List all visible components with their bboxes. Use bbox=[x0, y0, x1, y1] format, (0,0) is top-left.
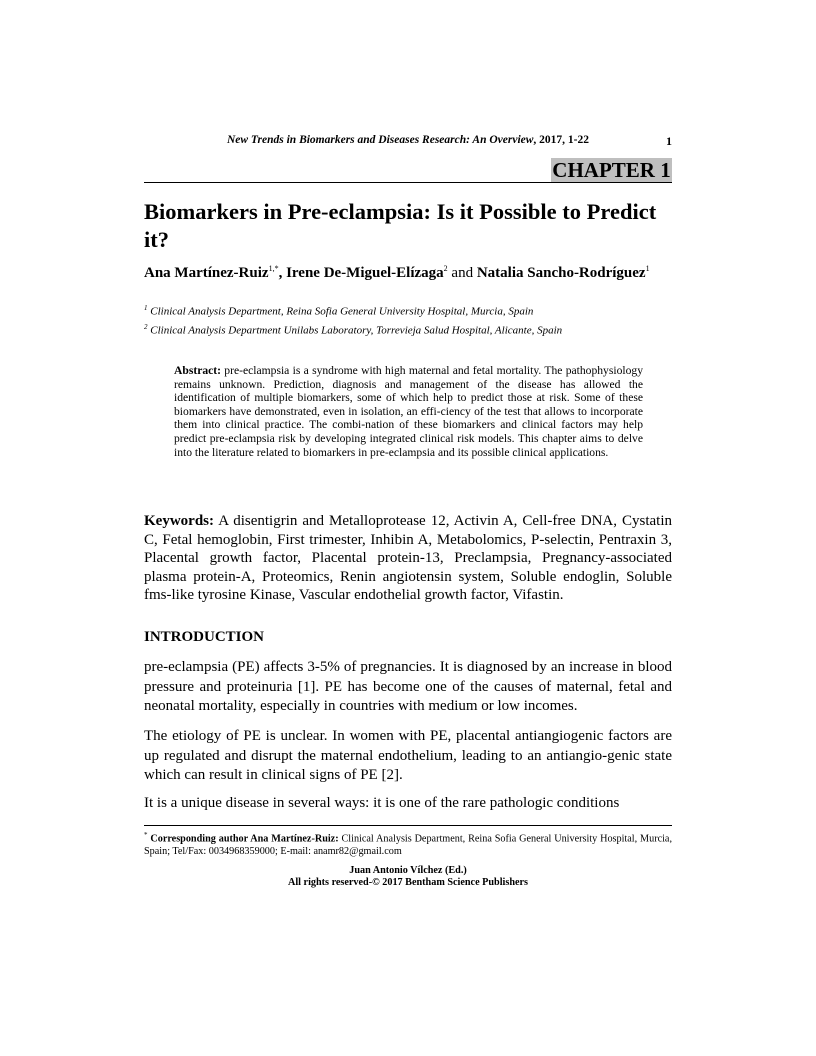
affiliation-text: Clinical Analysis Department, Reina Sofia General University Hospital, Murcia, Spain bbox=[150, 305, 534, 318]
affiliation-mark: 2 bbox=[144, 323, 148, 331]
body-paragraph: The etiology of PE is unclear. In women with PE, placental antiangiogenic factors are up regulated and disrupt the maternal endothelium, leading to an antiangio-genic state which can result in clinical signs of PE [2]. bbox=[144, 728, 672, 783]
chapter-label: CHAPTER 1 bbox=[552, 158, 671, 182]
affiliation-1 bbox=[144, 304, 672, 318]
author-affiliation-mark: 1 bbox=[645, 264, 650, 273]
abstract-text: pre-eclampsia is a syndrome with high maternal and fetal mortality. The pathophysiology remains unknown. Prediction, diagnosis and management of the disease has allowed the identification of multiple biomarkers, some of which help to predict those at risk. Some of these biomarkers have demonstrated, even in isolation, an effi-ciency of the test that allows to incorporate them into clinical practice. The combi-nation of these biomarkers and clinical factors may help predict pre-eclampsia risk by developing integrated clinical risk models. This chapter aims to delve into the literature related to biomarkers in pre-eclampsia and its possible clinical applications. bbox=[174, 364, 643, 459]
keywords bbox=[144, 512, 672, 605]
running-header bbox=[144, 134, 672, 146]
running-header-meta: , 2017, 1-22 bbox=[533, 134, 590, 146]
author-name: Natalia Sancho-Rodríguez bbox=[476, 265, 646, 281]
author-affiliation-mark: 1,* bbox=[268, 264, 279, 273]
footnote-mark: * bbox=[144, 831, 148, 839]
author-conjunction: and bbox=[447, 265, 477, 281]
abstract-label: Abstract: bbox=[174, 364, 222, 377]
body-paragraph: pre-eclampsia (PE) affects 3-5% of pregnancies. It is diagnosed by an increase in blood pressure and proteinuria [1]. PE has become one of the causes of maternal, fetal and neonatal mortality, especially in countries with medium or low incomes. bbox=[144, 659, 672, 714]
body-paragraph: It is a unique disease in several ways: it is one of the rare pathologic conditions bbox=[144, 795, 620, 811]
chapter-title: Biomarkers in Pre-eclampsia: Is it Possible to Predict it? bbox=[144, 199, 657, 252]
author-list bbox=[144, 264, 672, 283]
affiliation-text: Clinical Analysis Department Unilabs Laboratory, Torrevieja Salud Hospital, Alicante, Spain bbox=[150, 324, 563, 337]
author-separator: , bbox=[278, 265, 287, 281]
running-header-title: New Trends in Biomarkers and Diseases Research: An Overview bbox=[226, 134, 534, 146]
rights-line: All rights reserved-© 2017 Bentham Science Publishers bbox=[287, 877, 529, 888]
publisher-info bbox=[144, 865, 672, 889]
keywords-label: Keywords: bbox=[144, 513, 214, 529]
keywords-text: A disentigrin and Metalloprotease 12, Activin A, Cell-free DNA, Cystatin C, Fetal hemoglobin, First trimester, Inhibin A, Metabolomics, P-selectin, Pentraxin 3, Placental growth factor, Placental protein-13, Preclampsia, Pregnancy-associated plasma protein-A, Proteomics, Renin angiotensin system, Soluble endoglin, Soluble fms-like tyrosine Kinase, Vascular endothelial growth factor, Vifastin. bbox=[144, 513, 672, 604]
affiliation-2 bbox=[144, 323, 672, 337]
footnote-text: Clinical Analysis Department, Reina Sofia General University Hospital, Murcia, Spain; Tel/Fax: 0034968359000; E-mail: anamr82@gmail.com bbox=[144, 833, 673, 857]
author-affiliation-mark: 2 bbox=[443, 264, 448, 273]
author-name: Irene De-Miguel-Elízaga bbox=[286, 265, 444, 281]
page-number: 1 bbox=[666, 134, 672, 148]
footnote-divider bbox=[144, 825, 672, 826]
footnote-label: Corresponding author Ana Martínez-Ruiz: bbox=[150, 833, 339, 845]
abstract bbox=[174, 364, 643, 459]
footnote bbox=[144, 829, 672, 859]
chapter-divider bbox=[144, 182, 672, 183]
affiliation-mark: 1 bbox=[144, 304, 148, 312]
editor-line: Juan Antonio Vílchez (Ed.) bbox=[349, 865, 467, 876]
section-heading-introduction: INTRODUCTION bbox=[144, 629, 265, 645]
author-name: Ana Martínez-Ruiz bbox=[144, 265, 269, 281]
